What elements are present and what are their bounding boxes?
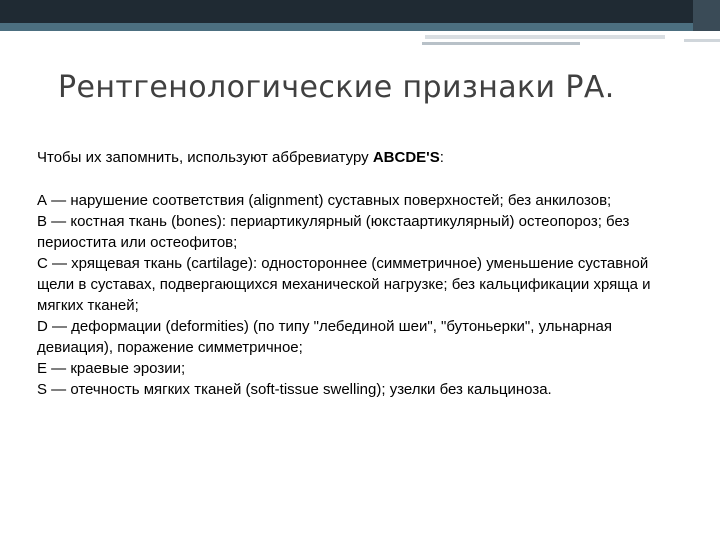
slide-title: Рентгенологические признаки РА. bbox=[58, 70, 615, 105]
header-corner-block bbox=[693, 0, 720, 31]
header-accent-line-short bbox=[422, 42, 580, 45]
intro-suffix: : bbox=[439, 149, 444, 166]
header-accent-line bbox=[425, 35, 665, 39]
header-band-dark bbox=[0, 0, 720, 23]
criterion-b: В — костная ткань (bones): периартикулярный (юкстаартикулярный) остеопороз; без периостита или остеофитов; bbox=[37, 213, 630, 251]
intro-paragraph bbox=[37, 147, 667, 168]
criteria-list bbox=[37, 190, 667, 400]
header-accent-line-far bbox=[684, 39, 720, 42]
header-band-teal bbox=[0, 23, 720, 31]
criterion-a: А — нарушение соответствия (alignment) суставных поверхностей; без анкилозов; bbox=[37, 192, 612, 209]
criterion-d: D — деформации (deformities) (по типу "лебединой шеи", "бутоньерки", ульнарная девиация), поражение симметричное; bbox=[37, 318, 613, 356]
criterion-s: S — отечность мягких тканей (soft-tissue swelling); узелки без кальциноза. bbox=[37, 381, 552, 398]
intro-text: Чтобы их запомнить, используют аббревиатуру bbox=[37, 149, 373, 166]
criterion-c: С — хрящевая ткань (cartilage): одностороннее (симметричное) уменьшение суставной щели в суставах, подвергающихся механической нагрузке; без кальцификации хряща и мягких тканей; bbox=[37, 255, 651, 314]
criterion-e: Е — краевые эрозии; bbox=[37, 360, 186, 377]
slide-body bbox=[37, 147, 667, 400]
abbreviation: ABCDE'S bbox=[372, 149, 440, 166]
